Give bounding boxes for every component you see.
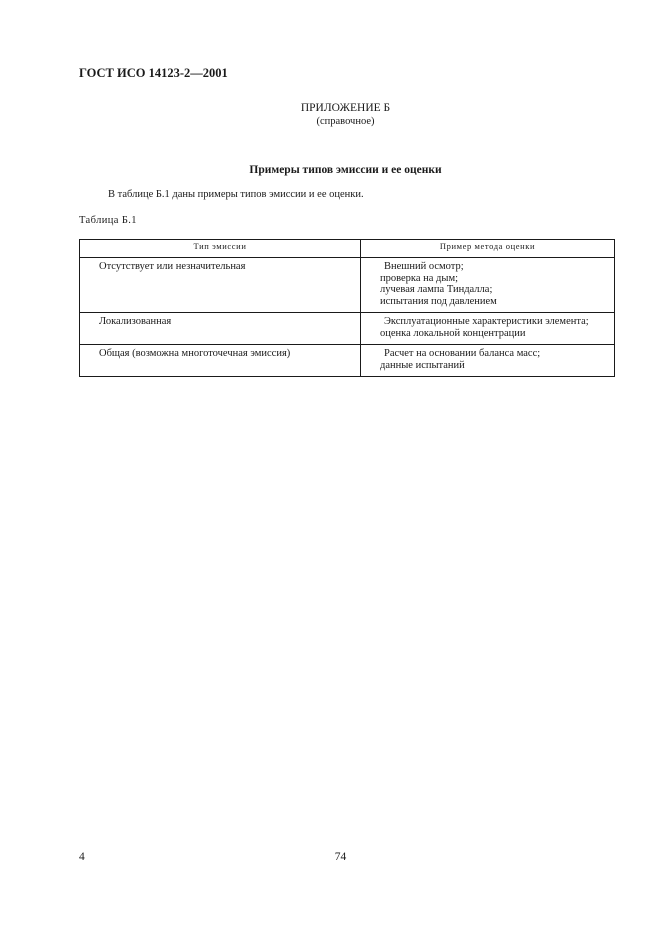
appendix-subtitle: (справочное) <box>316 116 375 127</box>
assessment-method-cell <box>361 258 615 313</box>
page-number: 74 <box>334 851 347 863</box>
left-page-number: 4 <box>79 851 85 863</box>
table-label: Таблица Б.1 <box>79 215 137 226</box>
method-line: лучевая лампа Тиндалла; <box>380 284 493 295</box>
method-line: данные испытаний <box>380 359 465 371</box>
emission-type-cell: Локализованная <box>80 313 361 345</box>
header-emission-type: Тип эмиссии <box>80 240 361 258</box>
emission-table <box>79 239 615 377</box>
section-title: Примеры типов эмиссии и ее оценки <box>249 164 442 176</box>
table-row <box>80 313 615 345</box>
table-row <box>80 258 615 313</box>
assessment-method-cell <box>361 345 615 377</box>
method-line: оценка локальной концентрации <box>380 327 526 339</box>
table-header-row <box>80 240 615 258</box>
appendix-heading <box>0 101 661 129</box>
method-line: проверка на дым; <box>380 272 459 284</box>
method-line: Расчет на основании баланса масс; <box>384 348 541 359</box>
assessment-method-cell <box>361 313 615 345</box>
document-code: ГОСТ ИСО 14123-2—2001 <box>79 66 228 80</box>
method-line: Эксплуатационные характеристики элемента; <box>384 316 589 327</box>
table-row <box>80 345 615 377</box>
header-assessment-method: Пример метода оценки <box>361 240 615 258</box>
appendix-title: ПРИЛОЖЕНИЕ Б <box>300 102 391 114</box>
emission-type-cell: Отсутствует или незначительная <box>80 258 361 313</box>
method-line: Внешний осмотр; <box>384 261 464 272</box>
emission-type-cell: Общая (возможна многоточечная эмиссия) <box>80 345 361 377</box>
intro-paragraph: В таблице Б.1 даны примеры типов эмиссии и ее оценки. <box>108 189 364 200</box>
method-line: испытания под давлением <box>380 295 497 307</box>
